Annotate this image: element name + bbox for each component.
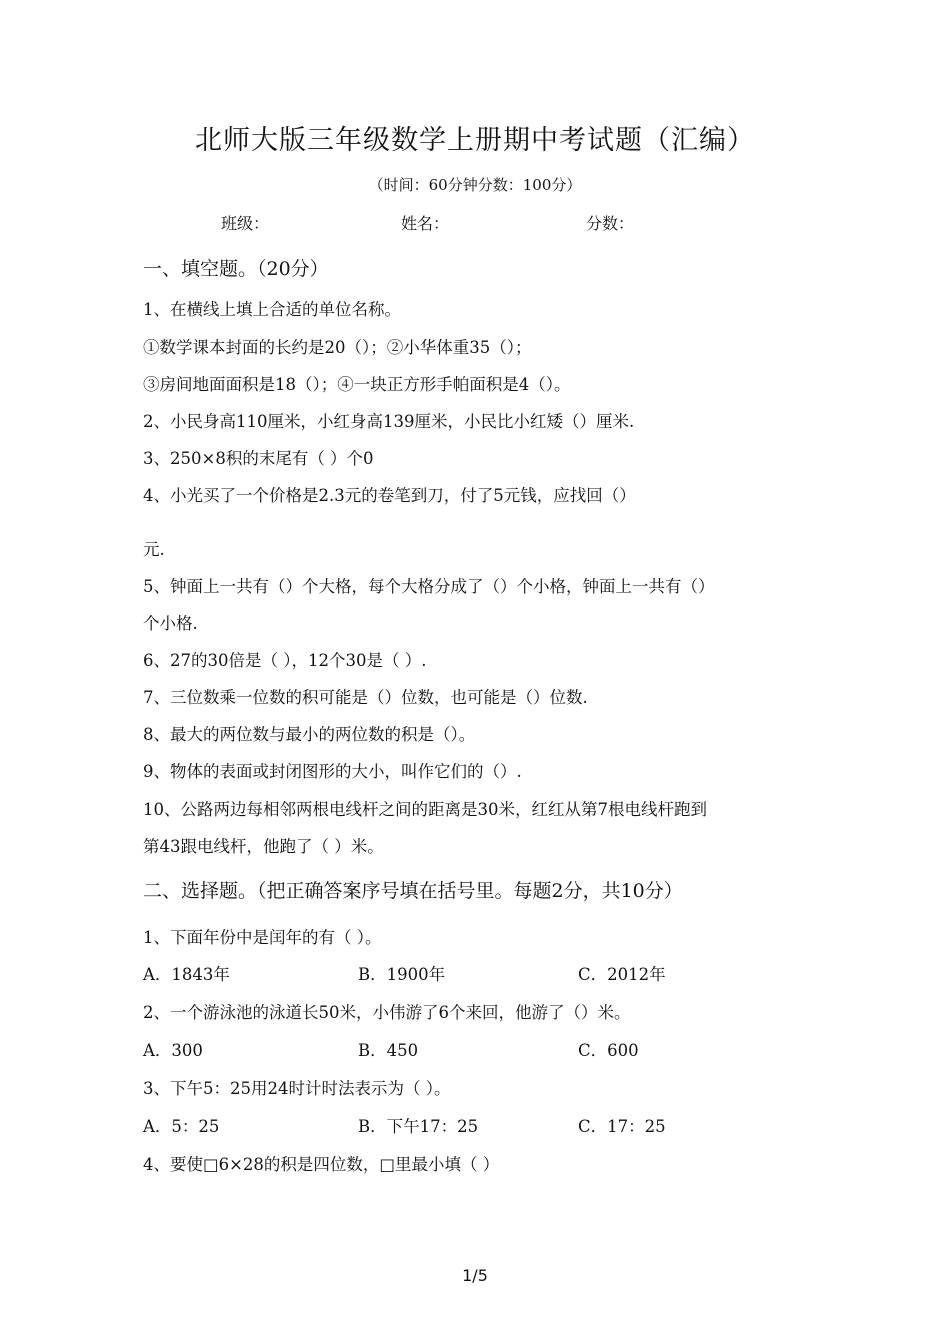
question-line: 8、最大的两位数与最小的两位数的积是（）。 [143,725,476,744]
question-line: 10、公路两边每相邻两根电线杆之间的距离是30米，红红从第7根电线杆跑到 [143,800,707,819]
option-a: A．300 [143,1041,203,1060]
option-c: C．600 [578,1041,639,1060]
question-line: 3、下午5：25用24时计时法表示为（ ）。 [143,1079,451,1098]
question-line: 3、250×8积的末尾有（ ）个0 [143,449,374,468]
question-line: ③房间地面面积是18（）；④一块正方形手帕面积是4（）。 [143,375,571,394]
section-heading-fill-in: 一、填空题。（20分） [143,258,329,280]
section-heading-choice: 二、选择题。（把正确答案序号填在括号里。每题2分，共10分） [143,880,683,902]
exam-subtitle: （时间：60分钟分数：100分） [368,176,582,194]
question-line: 4、小光买了一个价格是2.3元的卷笔到刀，付了5元钱，应找回（） [143,486,636,505]
option-c: C．17：25 [578,1117,666,1136]
question-line: 5、钟面上一共有（）个大格，每个大格分成了（）个小格，钟面上一共有（） [143,577,715,596]
question-line: 6、27的30倍是（ ），12个30是（ ）. [143,651,427,670]
page-number: 1/5 [462,1266,488,1285]
class-label: 班级： [221,214,270,233]
option-a: A．5：25 [143,1117,220,1136]
page-title: 北师大版三年级数学上册期中考试题（汇编） [195,125,755,156]
question-line: 1、在横线上填上合适的单位名称。 [143,300,401,319]
question-line: 元. [143,540,165,559]
option-b: B．下午17：25 [358,1117,479,1136]
question-line: 个小格. [143,614,198,633]
option-b: B．1900年 [358,965,446,984]
question-line: ①数学课本封面的长约是20（）；②小华体重35（）； [143,338,532,357]
question-line: 2、小民身高110厘米，小红身高139厘米，小民比小红矮（）厘米. [143,412,635,431]
option-c: C．2012年 [578,965,666,984]
option-a: A．1843年 [143,965,230,984]
option-b: B．450 [358,1041,419,1060]
question-line: 9、物体的表面或封闭图形的大小，叫作它们的（）. [143,762,522,781]
question-line: 第43跟电线杆，他跑了（ ）米。 [143,837,384,856]
score-label: 分数： [586,214,635,233]
question-line: 4、要使□6×28的积是四位数，□里最小填（ ） [143,1155,500,1174]
question-line: 2、一个游泳池的泳道长50米，小伟游了6个来回，他游了（）米。 [143,1003,631,1022]
question-line: 1、下面年份中是闰年的有（ ）。 [143,928,382,947]
question-line: 7、三位数乘一位数的积可能是（）位数，也可能是（）位数. [143,688,588,707]
name-label: 姓名： [401,214,450,233]
